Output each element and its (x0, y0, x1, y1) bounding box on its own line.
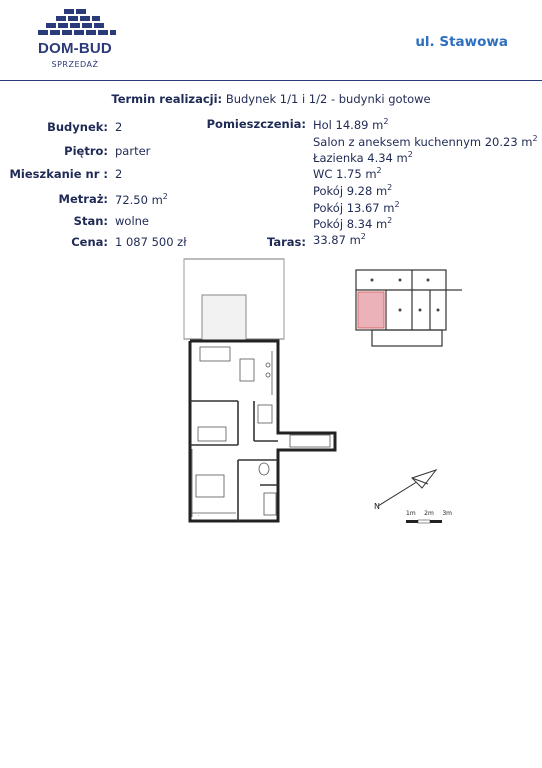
header (0, 0, 542, 80)
stan-label: Stan: (73, 214, 108, 228)
budynek-value: 2 (115, 120, 123, 134)
taras-value: 33.87 $m^2$ (313, 232, 366, 247)
logo-subtitle: SPRZEDAŻ (51, 60, 99, 69)
stan-value: wolne (115, 214, 150, 228)
term-line (0, 92, 542, 106)
room-item: Pokój 13.67 $m^2$ (313, 200, 400, 215)
room-item: Pokój 9.28 $m^2$ (313, 183, 393, 198)
scale-label-2: 2m (424, 510, 434, 517)
pietro-label: Piętro: (64, 144, 108, 158)
room-item: Salon z aneksem kuchennym 20.23 $m^2$ (313, 134, 538, 149)
room-item: Hol 14.89 $m^2$ (313, 117, 389, 132)
mieszkanie-label: Mieszkanie nr : (9, 167, 108, 181)
term-label: Termin realizacji: (111, 92, 223, 106)
street-name: ul. Stawowa (415, 34, 508, 50)
north-arrow-icon (372, 466, 452, 510)
north-arrow-and-scale (372, 466, 452, 526)
svg-text:·: · (198, 513, 200, 519)
term-value: Budynek 1/1 i 1/2 - budynki gotowe (225, 92, 431, 106)
taras-label: Taras: (267, 235, 306, 249)
room-item: Pokój 8.34 $m^2$ (313, 216, 393, 231)
room-item: WC 1.75 $m^2$ (313, 166, 382, 181)
metraz-value: 72.50 $m^2$ (115, 192, 168, 207)
room-item: Łazienka 4.34 $m^2$ (313, 150, 413, 165)
metraz-label: Metraż: (58, 192, 108, 206)
north-letter: N (374, 502, 380, 511)
dom-bud-logo[interactable] (26, 8, 124, 72)
header-divider (0, 80, 542, 81)
mieszkanie-value: 2 (115, 167, 123, 181)
scale-label-1: 1m (406, 510, 416, 517)
pietro-value: parter (115, 144, 151, 158)
brick-roof-icon (26, 8, 124, 42)
cena-label: Cena: (71, 235, 108, 249)
floor-plan (180, 255, 350, 530)
scale-bar (406, 519, 450, 525)
logo-name: DOM-BUD (38, 40, 112, 57)
cena-value: 1 087 500 zł (115, 235, 187, 249)
scale-labels (406, 510, 452, 517)
rooms-label: Pomieszczenia: (206, 117, 306, 131)
budynek-label: Budynek: (47, 120, 108, 134)
key-plan (350, 266, 468, 352)
scale-label-3: 3m (442, 510, 452, 517)
